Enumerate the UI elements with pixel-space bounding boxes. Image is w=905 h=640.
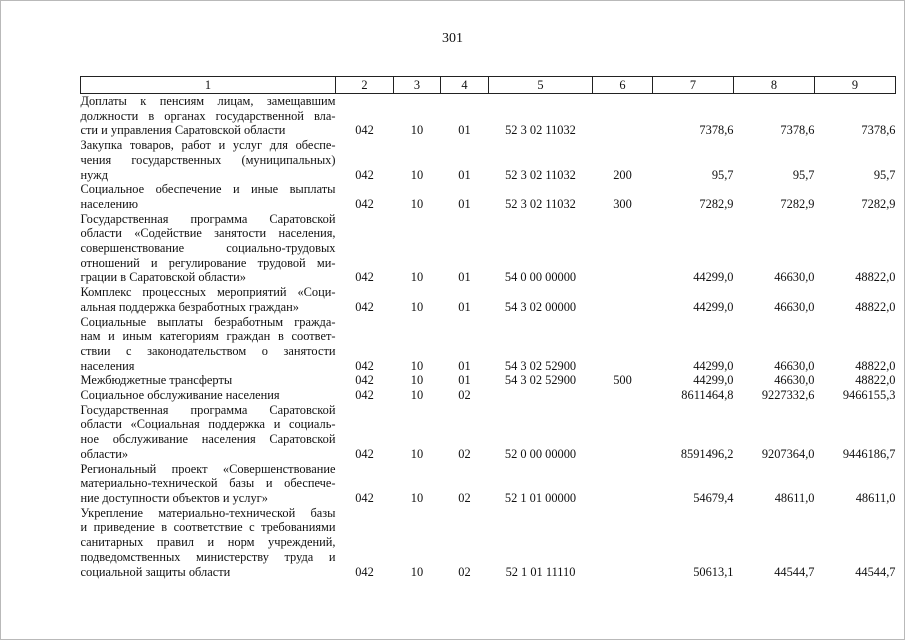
target-article-cell: 52 3 02 11032 <box>505 196 576 211</box>
subsection-cell: 02 <box>458 446 471 461</box>
amount-year1-cell: 8591496,2 <box>680 446 734 461</box>
item-name-line: подведомственных министерству труда и <box>80 549 336 564</box>
column-header: 7 <box>653 77 734 94</box>
column-header: 6 <box>593 77 653 94</box>
code-cell: 042 <box>355 196 374 211</box>
amount-year1-cell: 50613,1 <box>693 564 734 579</box>
item-name-cell <box>81 403 336 462</box>
target-article-cell: 54 3 02 52900 <box>504 373 577 388</box>
target-article-cell: 52 1 01 00000 <box>504 490 577 505</box>
section-cell: 10 <box>410 123 424 138</box>
amount-year2-cell: 7282,9 <box>780 196 815 211</box>
subsection-cell: 01 <box>458 270 471 285</box>
item-name-line: Региональный проект «Совершенствование <box>80 461 336 476</box>
target-article-cell: 52 3 02 11032 <box>505 167 576 182</box>
item-name-line: населению <box>80 196 138 211</box>
amount-year1-cell: 44299,0 <box>693 373 734 388</box>
item-name-line: Укрепление материально-технической базы <box>80 505 336 520</box>
header-row <box>81 77 896 94</box>
section-cell: 10 <box>410 388 424 403</box>
item-name-line: и приведение в соответствие с требованиями <box>80 520 336 535</box>
amount-year2-cell: 46630,0 <box>774 373 815 388</box>
amount-year1-cell: 44299,0 <box>693 299 734 314</box>
target-article-cell: 54 3 02 52900 <box>504 358 577 373</box>
item-name-line: материально-технической базы и обеспече- <box>80 476 336 491</box>
item-name-line: ное обслуживание населения Саратовской <box>80 432 336 447</box>
amount-year2-cell: 7378,6 <box>780 123 815 138</box>
column-header: 2 <box>336 77 394 94</box>
expense-type-cell <box>593 212 653 286</box>
target-article-cell: 52 0 00 00000 <box>504 446 577 461</box>
item-name-line: сти и управления Саратовской области <box>80 123 286 138</box>
amount-year2-cell: 46630,0 <box>774 299 815 314</box>
item-name-cell <box>81 212 336 286</box>
subsection-cell: 01 <box>458 167 471 182</box>
budget-table <box>80 76 896 579</box>
code-cell: 042 <box>355 446 374 461</box>
amount-year1-cell: 7378,6 <box>699 123 734 138</box>
item-name-line: Социальное обеспечение и иные выплаты <box>80 182 336 197</box>
expense-type-cell <box>593 315 653 374</box>
amount-year3-cell: 48822,0 <box>855 299 896 314</box>
amount-year3-cell: 48822,0 <box>855 358 896 373</box>
item-name-cell <box>81 94 336 139</box>
item-name-line: санитарных правил и норм учреждений, <box>80 535 336 550</box>
item-name-cell <box>81 285 336 314</box>
target-article-cell: 54 0 00 00000 <box>504 270 577 285</box>
amount-year3-cell: 95,7 <box>873 167 896 182</box>
amount-year1-cell: 8611464,8 <box>681 388 734 403</box>
table-row <box>81 462 896 506</box>
table-row <box>81 373 896 388</box>
item-name-line: должности в органах государственной вла- <box>80 108 336 123</box>
expense-type-cell: 500 <box>613 373 632 388</box>
subsection-cell: 01 <box>458 123 471 138</box>
column-header: 5 <box>489 77 593 94</box>
section-cell: 10 <box>410 446 424 461</box>
amount-year1-cell: 44299,0 <box>693 270 734 285</box>
expense-type-cell <box>593 506 653 580</box>
table-row <box>81 388 896 403</box>
amount-year2-cell: 9207364,0 <box>761 446 815 461</box>
item-name-line: альная поддержка безработных граждан» <box>80 299 299 314</box>
item-name-cell <box>81 462 336 506</box>
amount-year3-cell: 9446186,7 <box>842 446 896 461</box>
amount-year2-cell: 95,7 <box>792 167 815 182</box>
amount-year1-cell: 7282,9 <box>699 196 734 211</box>
target-article-cell: 54 3 02 00000 <box>504 299 577 314</box>
amount-year3-cell: 48611,0 <box>855 490 896 505</box>
item-name-line: ствии с законодательством о занятости <box>80 343 336 358</box>
amount-year1-cell: 44299,0 <box>693 358 734 373</box>
code-cell: 042 <box>355 123 374 138</box>
section-cell: 10 <box>410 490 424 505</box>
item-name-line: области» <box>80 446 129 461</box>
amount-year3-cell: 48822,0 <box>855 270 896 285</box>
amount-year2-cell: 44544,7 <box>774 564 815 579</box>
target-article-cell: 52 1 01 11110 <box>505 564 576 579</box>
column-header: 8 <box>734 77 815 94</box>
item-name-line: Социальное обслуживание населения <box>80 388 280 403</box>
expense-type-cell: 200 <box>613 167 632 182</box>
item-name-line: области «Содействие занятости населения, <box>80 226 336 241</box>
item-name-line: Закупка товаров, работ и услуг для обеспе- <box>80 138 336 153</box>
code-cell: 042 <box>355 270 374 285</box>
expense-type-cell: 300 <box>613 196 632 211</box>
amount-year2-cell: 46630,0 <box>774 270 815 285</box>
amount-year2-cell: 46630,0 <box>774 358 815 373</box>
table-row <box>81 138 896 182</box>
amount-year3-cell: 9466155,3 <box>842 388 896 403</box>
item-name-line: области «Социальная поддержка и социаль- <box>80 417 336 432</box>
item-name-line: Государственная программа Саратовской <box>80 211 336 226</box>
expense-type-cell <box>593 94 653 139</box>
item-name-line: населения <box>80 358 135 373</box>
item-name-cell <box>81 506 336 580</box>
item-name-cell <box>81 388 336 403</box>
table-body <box>81 94 896 580</box>
page-number: 301 <box>442 31 463 46</box>
item-name-line: Комплекс процессных мероприятий «Соци- <box>80 285 336 300</box>
code-cell: 042 <box>355 388 374 403</box>
amount-year3-cell: 7378,6 <box>861 123 896 138</box>
item-name-cell <box>81 138 336 182</box>
item-name-line: Государственная программа Саратовской <box>80 402 336 417</box>
subsection-cell: 02 <box>458 388 471 403</box>
target-article-cell <box>489 388 593 403</box>
target-article-cell: 52 3 02 11032 <box>505 123 576 138</box>
amount-year1-cell: 95,7 <box>711 167 734 182</box>
item-name-line: Межбюджетные трансферты <box>80 373 233 388</box>
subsection-cell: 02 <box>458 490 471 505</box>
amount-year2-cell: 48611,0 <box>774 490 815 505</box>
column-header: 9 <box>815 77 896 94</box>
table-row <box>81 94 896 139</box>
item-name-line: ние доступности объектов и услуг» <box>80 490 268 505</box>
item-name-line: нужд <box>80 167 109 182</box>
subsection-cell: 01 <box>458 373 471 388</box>
section-cell: 10 <box>410 167 424 182</box>
code-cell: 042 <box>355 358 374 373</box>
expense-type-cell <box>593 285 653 314</box>
subsection-cell: 01 <box>458 299 471 314</box>
amount-year3-cell: 48822,0 <box>855 373 896 388</box>
section-cell: 10 <box>410 373 424 388</box>
subsection-cell: 01 <box>458 196 471 211</box>
code-cell: 042 <box>355 299 374 314</box>
table-row <box>81 403 896 462</box>
section-cell: 10 <box>410 196 424 211</box>
code-cell: 042 <box>355 564 374 579</box>
column-header: 4 <box>441 77 489 94</box>
amount-year3-cell: 7282,9 <box>861 196 896 211</box>
code-cell: 042 <box>355 490 374 505</box>
item-name-line: отношений и регулирование трудовой ми- <box>80 255 336 270</box>
item-name-line: нам и иным категориям граждан в соответ- <box>80 329 336 344</box>
code-cell: 042 <box>355 167 374 182</box>
table-row <box>81 182 896 211</box>
item-name-line: чения государственных (муниципальных) <box>80 152 336 167</box>
section-cell: 10 <box>410 299 424 314</box>
item-name-line: социальной защиты области <box>80 564 231 579</box>
item-name-cell <box>81 315 336 374</box>
item-name-line: совершенствование социально-трудовых <box>80 241 336 256</box>
item-name-line: грации в Саратовской области» <box>80 270 247 285</box>
expense-type-cell <box>593 388 653 403</box>
amount-year2-cell: 9227332,6 <box>761 388 815 403</box>
section-cell: 10 <box>410 358 424 373</box>
item-name-line: Социальные выплаты безработным гражда- <box>80 314 336 329</box>
column-header: 3 <box>394 77 441 94</box>
item-name-cell <box>81 373 336 388</box>
amount-year3-cell: 44544,7 <box>855 564 896 579</box>
item-name-cell <box>81 182 336 211</box>
code-cell: 042 <box>355 373 374 388</box>
subsection-cell: 02 <box>458 564 471 579</box>
section-cell: 10 <box>410 564 424 579</box>
expense-type-cell <box>593 462 653 506</box>
section-cell: 10 <box>410 270 424 285</box>
item-name-line: Доплаты к пенсиям лицам, замещавшим <box>80 94 336 108</box>
table-row <box>81 315 896 374</box>
column-header: 1 <box>81 77 336 94</box>
table-row <box>81 212 896 286</box>
table-row <box>81 285 896 314</box>
expense-type-cell <box>593 403 653 462</box>
table-row <box>81 506 896 580</box>
subsection-cell: 01 <box>458 358 471 373</box>
amount-year1-cell: 54679,4 <box>693 490 734 505</box>
